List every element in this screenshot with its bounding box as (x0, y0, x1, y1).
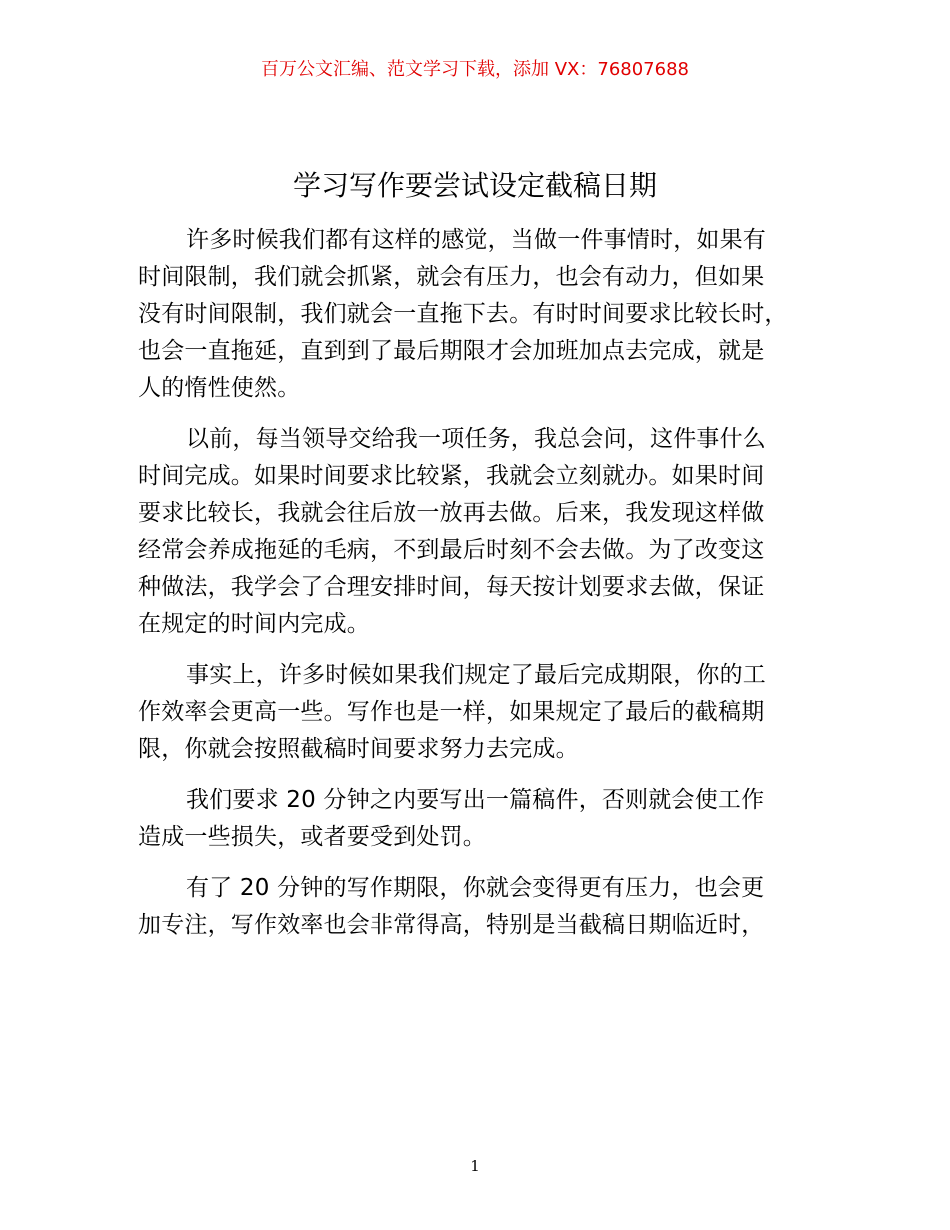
text-line: 也会一直拖延，直到到了最后期限才会加班加点去完成，就是 (138, 338, 765, 364)
text-line: 时间完成。如果时间要求比较紧，我就会立刻就办。如果时间 (138, 463, 765, 489)
text-line: 以前，每当领导交给我一项任务，我总会问，这件事什么 (186, 426, 766, 452)
text-line: 造成一些损失，或者要受到处罚。 (138, 824, 486, 850)
paragraph-4 (138, 782, 828, 856)
text-line: 种做法，我学会了合理安排时间，每天按计划要求去做，保证 (138, 574, 765, 600)
text-line: 人的惰性使然。 (138, 375, 301, 401)
paragraph-5 (138, 870, 828, 944)
text-line: 许多时候我们都有这样的感觉，当做一件事情时，如果有 (186, 227, 766, 253)
page-number: 1 (470, 1157, 480, 1175)
text-line: 在规定的时间内完成。 (138, 611, 370, 637)
document-title: 学习写作要尝试设定截稿日期 (292, 169, 657, 202)
paragraph-2 (138, 421, 828, 643)
text-line: 时间限制，我们就会抓紧，就会有压力，也会有动力，但如果 (138, 264, 765, 290)
text-line: 我们要求 20 分钟之内要写出一篇稿件，否则就会使工作 (186, 787, 765, 813)
text-line: 事实上，许多时候如果我们规定了最后完成期限，你的工 (186, 662, 766, 688)
text-line: 经常会养成拖延的毛病，不到最后时刻不会去做。为了改变这 (138, 537, 765, 563)
paragraph-1 (138, 222, 828, 407)
text-line: 作效率会更高一些。写作也是一样，如果规定了最后的截稿期 (138, 699, 765, 725)
header-banner: 百万公文汇编、范文学习下载，添加 VX：76807688 (261, 59, 689, 80)
text-line: 有了 20 分钟的写作期限，你就会变得更有压力，也会更 (186, 875, 765, 901)
text-line: 没有时间限制，我们就会一直拖下去。有时时间要求比较长时， (138, 301, 788, 327)
document-body (138, 222, 828, 958)
text-line: 限，你就会按照截稿时间要求努力去完成。 (138, 736, 579, 762)
text-line: 加专注，写作效率也会非常得高，特别是当截稿日期临近时， (138, 912, 765, 938)
paragraph-3 (138, 657, 828, 768)
text-line: 要求比较长，我就会往后放一放再去做。后来，我发现这样做 (138, 500, 765, 526)
